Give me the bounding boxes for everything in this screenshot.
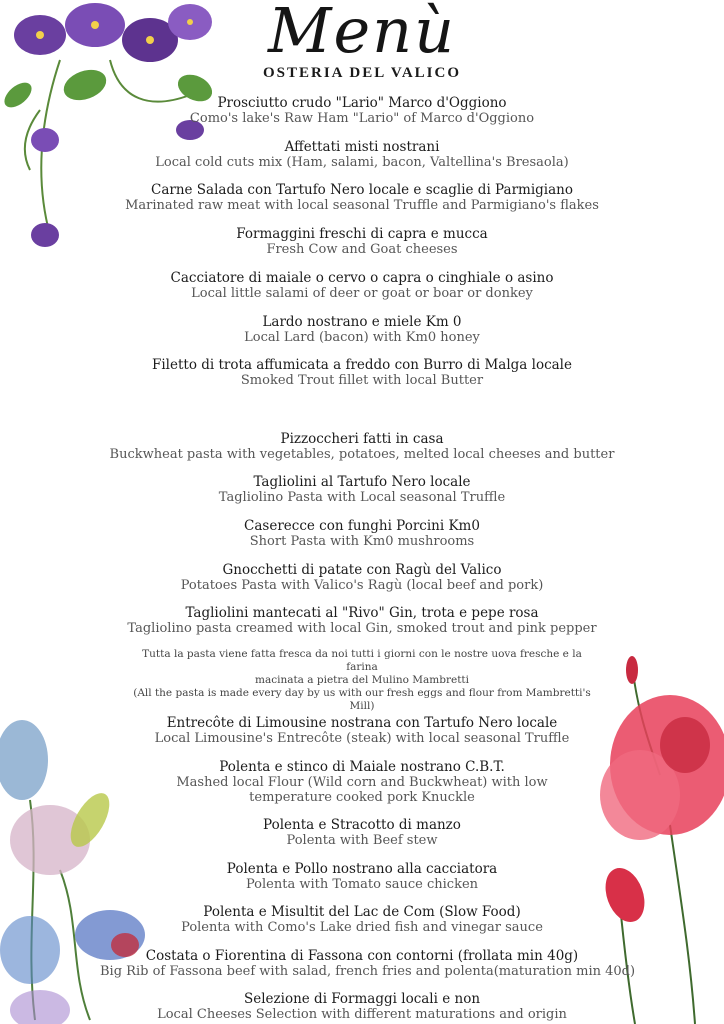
menu-item	[100, 519, 624, 549]
menu-item	[100, 315, 624, 345]
dish-name-en: Local Cheeses Selection with different maturations and origin	[157, 1007, 567, 1022]
menu-title: Menù	[267, 0, 457, 67]
dish-name-en: Fresh Cow and Goat cheeses	[266, 242, 458, 257]
dish-name-it: Affettati misti nostrani	[284, 139, 440, 155]
dish-name-en: Big Rib of Fassona beef with salad, french fries and polenta(maturation min 40d)	[100, 964, 636, 979]
menu-item	[100, 96, 624, 126]
dish-name-it: Cacciatore di maiale o cervo o capra o cinghiale o asino	[170, 270, 554, 286]
dish-name-en: Local cold cuts mix (Ham, salami, bacon, Valtellina's Bresaola)	[155, 155, 569, 170]
menu-item	[100, 227, 624, 257]
menu-item	[100, 606, 624, 636]
restaurant-name: OSTERIA DEL VALICO	[262, 65, 461, 81]
menu-item	[100, 948, 636, 979]
dish-name-en: Mashed local Flour (Wild corn and Buckwheat) with low temperature cooked pork Knuckle	[176, 775, 548, 805]
dish-name-it: Polenta e Stracotto di manzo	[263, 817, 461, 833]
menu-item	[100, 183, 624, 213]
menu-item	[100, 818, 624, 848]
dish-name-en: Marinated raw meat with local seasonal Truffle and Parmigiano's flakes	[125, 198, 599, 213]
menu-item	[100, 716, 624, 746]
dish-name-it: Lardo nostrano e miele Km 0	[262, 314, 462, 330]
dish-name-it: Carne Salada con Tartufo Nero locale e scaglie di Parmigiano	[150, 182, 573, 198]
dish-name-en: Tagliolino pasta creamed with local Gin, smoked trout and pink pepper	[127, 621, 597, 636]
pasta-note-line: Tutta la pasta viene fatta fresca da noi tutti i giorni con le nostre uova fresche e la farina	[142, 648, 582, 673]
menu-item	[100, 905, 624, 935]
dish-name-en: Smoked Trout fillet with local Butter	[240, 373, 484, 388]
menu-item	[100, 140, 624, 170]
dish-name-it: Costata o Fiorentina di Fassona con contorni (frollata min 40g)	[145, 948, 579, 964]
dish-name-it: Tagliolini al Tartufo Nero locale	[253, 474, 471, 490]
pasta-note-line: macinata a pietra del Mulino Mambretti	[254, 674, 470, 686]
dish-name-en: Polenta with Tomato sauce chicken	[245, 877, 479, 892]
dish-name-it: Entrecôte di Limousine nostrana con Tartufo Nero locale	[166, 715, 558, 731]
dish-name-en: Local Lard (bacon) with Km0 honey	[244, 330, 480, 345]
dish-name-en: Tagliolino Pasta with Local seasonal Truffle	[218, 490, 506, 505]
dish-name-en: Potatoes Pasta with Valico's Ragù (local beef and pork)	[180, 578, 544, 593]
dish-name-it: Polenta e stinco di Maiale nostrano C.B.T.	[219, 759, 505, 775]
menu-item	[100, 992, 624, 1022]
dish-name-en: Local Limousine's Entrecôte (steak) with local seasonal Truffle	[154, 731, 570, 746]
dish-name-en: Local little salami of deer or goat or boar or donkey	[191, 286, 533, 301]
dish-name-en: Polenta with Como's Lake dried fish and vinegar sauce	[181, 920, 543, 935]
menu-item	[100, 432, 624, 462]
dish-name-en: Buckwheat pasta with vegetables, potatoes, melted local cheeses and butter	[109, 447, 615, 462]
dish-name-it: Tagliolini mantecati al "Rivo" Gin, trota e pepe rosa	[185, 605, 539, 621]
pasta-note	[130, 648, 594, 713]
dish-name-en: Polenta with Beef stew	[286, 833, 438, 848]
dish-name-it: Filetto di trota affumicata a freddo con Burro di Malga locale	[152, 357, 572, 373]
dish-name-it: Prosciutto crudo "Lario" Marco d'Oggiono	[217, 95, 507, 111]
menu-item	[100, 358, 624, 388]
menu-item	[100, 475, 624, 505]
menu-item	[100, 271, 624, 301]
menu-item	[100, 563, 624, 593]
dish-name-it: Caserecce con funghi Porcini Km0	[244, 518, 480, 534]
dish-name-en: Como's lake's Raw Ham "Lario" of Marco d'Oggiono	[189, 111, 535, 126]
menu-item	[150, 760, 574, 805]
dish-name-it: Formaggini freschi di capra e mucca	[236, 226, 488, 242]
dish-name-it: Selezione di Formaggi locali e non	[243, 991, 481, 1007]
dish-name-it: Polenta e Misultit del Lac de Com (Slow Food)	[203, 904, 521, 920]
dish-name-it: Polenta e Pollo nostrano alla cacciatora	[226, 861, 498, 877]
pasta-note-line: (All the pasta is made every day by us with our fresh eggs and flour from Mambretti's Mill)	[133, 687, 591, 712]
dish-name-en: Short Pasta with Km0 mushrooms	[249, 534, 475, 549]
dish-name-it: Pizzoccheri fatti in casa	[280, 431, 444, 447]
dish-name-it: Gnocchetti di patate con Ragù del Valico	[222, 562, 502, 578]
menu-item	[100, 862, 624, 892]
